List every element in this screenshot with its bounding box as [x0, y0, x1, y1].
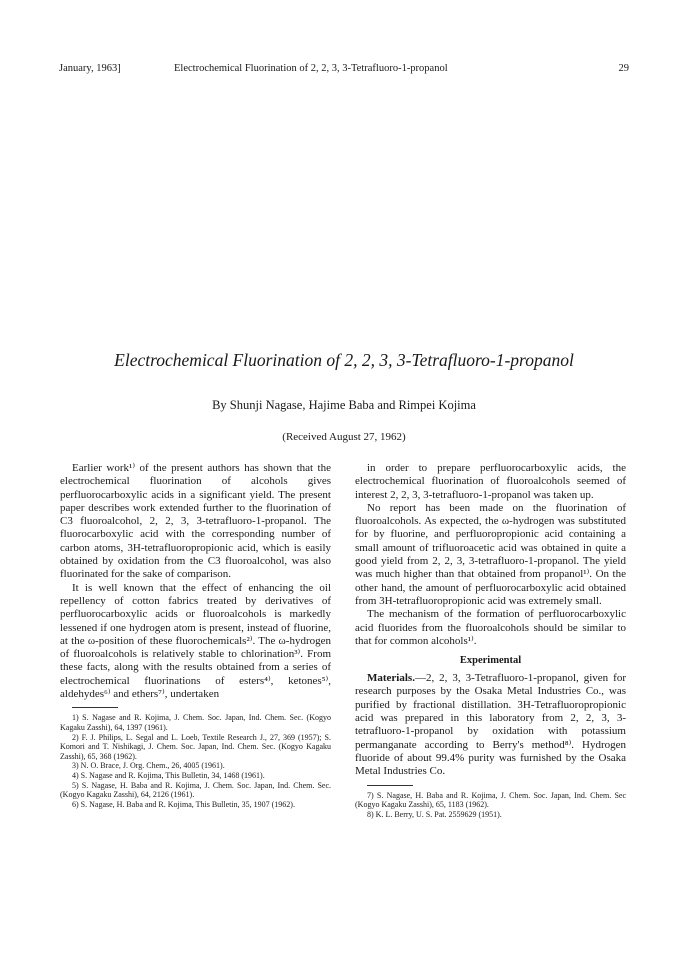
author-line: By Shunji Nagase, Hajime Baba and Rimpei Kojima — [212, 398, 476, 412]
footnote: 4) S. Nagase and R. Kojima, This Bulletin, 34, 1468 (1961). — [72, 770, 265, 780]
footnotes-right — [355, 791, 626, 820]
running-head-date: January, 1963] — [59, 63, 121, 74]
footnote: 7) S. Nagase, H. Baba and R. Kojima, J. Chem. Soc. Japan, Ind. Chem. Sec (Kogyo Kagaku Zasshi), 65, 1183 (1962). — [355, 790, 626, 810]
footnote: 6) S. Nagase, H. Baba and R. Kojima, This Bulletin, 35, 1907 (1962). — [72, 799, 295, 809]
section-heading-experimental: Experimental — [459, 655, 522, 667]
body-paragraph: Earlier work¹⁾ of the present authors has shown that the electrochemical fluorination of alcohols gives perfluorocarboxylic acids in a significant yield. The present paper describes work extended further to the fluorination of C3 fluoroalcohol, 2, 2, 3, 3-tetrafluoro-1-propanol. The fluorocarboxylic acid with the corresponding number of carbon atoms, 3H-tetrafluoropropionic acid, which is easily obtained by oxidation from the C3 fluoroalcohol, was also fluorinated for the sake of comparison. — [60, 462, 331, 581]
materials-text: —2, 2, 3, 3-Tetrafluoro-1-propanol, given for research purposes by the Osaka Metal Industries Co., was purified by fractional distillation. 3H-Tetrafluoropropionic acid was prepared in this laboratory from 2, 2, 3, 3-tetrafluoro-1-propanol by oxidation with potassium permanganate according to Berry's method⁸⁾. Hydrogen fluoride of about 99.4% purity was furnished by the Osaka Metal Industries Co. — [355, 672, 626, 778]
footnote: 8) K. L. Berry, U. S. Pat. 2559629 (1951). — [367, 809, 502, 819]
footnote: 2) F. J. Philips, L. Segal and L. Loeb, Textile Research J., 27, 369 (1957); S. Komori and T. Nishikagi, J. Chem. Soc. Japan, Ind. Chem. Sec. (Kogyo Kagaku Zasshi), 65, 368 (1962). — [60, 732, 331, 761]
page-number: 29 — [618, 63, 629, 74]
running-head-title: Electrochemical Fluorination of 2, 2, 3, 3-Tetrafluoro-1-propanol — [174, 63, 448, 74]
footnote-rule — [72, 707, 118, 708]
body-paragraph: The mechanism of the formation of perfluorocarboxylic acid fluorides from the fluoroalcohols should be similar to that for common alcohols¹⁾. — [355, 608, 626, 647]
received-date: (Received August 27, 1962) — [282, 431, 406, 443]
body-paragraph: It is well known that the effect of enhancing the oil repellency of cotton fabrics treated by derivatives of perfluorocarboxylic acids or fluoroalcohols is markedly lessened if one hydrogen atom is present, instead of fluorine, at the ω-position of these fluorochemicals²⁾. The ω-hydrogen of fluoroalcohols is relatively stable to chlorination³⁾. From these facts, along with the results obtained from a series of electrochemical fluorinations of esters⁴⁾, ketones⁵⁾, aldehydes⁶⁾ and ethers⁷⁾, undertaken — [60, 581, 331, 701]
footnote-rule — [367, 785, 413, 786]
article-title: Electrochemical Fluorination of 2, 2, 3, 3-Tetrafluoro-1-propanol — [114, 350, 574, 370]
footnote: 5) S. Nagase, H. Baba and R. Kojima, J. Chem. Soc. Japan, Ind. Chem. Sec. (Kogyo Kagaku Zasshi), 64, 2126 (1961). — [60, 780, 331, 800]
body-paragraph: in order to prepare perfluorocarboxylic acids, the electrochemical fluorination of fluoroalcohols seemed of interest 2, 2, 3, 3-tetrafluoro-1-propanol was taken up. — [355, 462, 626, 501]
left-column — [60, 462, 331, 809]
running-head — [59, 61, 629, 77]
body-paragraph: No report has been made on the fluorination of fluoroalcohols. As expected, the ω-hydrogen was substituted for by fluorine, and perfluoropropionic acid containing a small amount of trifluoroacetic acid was obtained in quite a good yield from 2, 2, 3, 3-tetrafluoro-1-propanol. The yield was much higher than that obtained from propanol¹⁾. On the other hand, the amount of perfluorocarboxylic acid obtained from 3H-tetrafluoropropionic acid was extremely small. — [355, 501, 626, 607]
materials-paragraph — [355, 672, 626, 778]
footnote: 3) N. O. Brace, J. Org. Chem., 26, 4005 (1961). — [72, 761, 225, 771]
footnotes-left — [60, 713, 331, 809]
footnote: 1) S. Nagase and R. Kojima, J. Chem. Soc. Japan, Ind. Chem. Sec. (Kogyo Kagaku Zasshi), 64, 1397 (1961). — [60, 713, 331, 732]
right-column — [355, 462, 626, 819]
materials-runin: Materials. — [367, 672, 415, 685]
